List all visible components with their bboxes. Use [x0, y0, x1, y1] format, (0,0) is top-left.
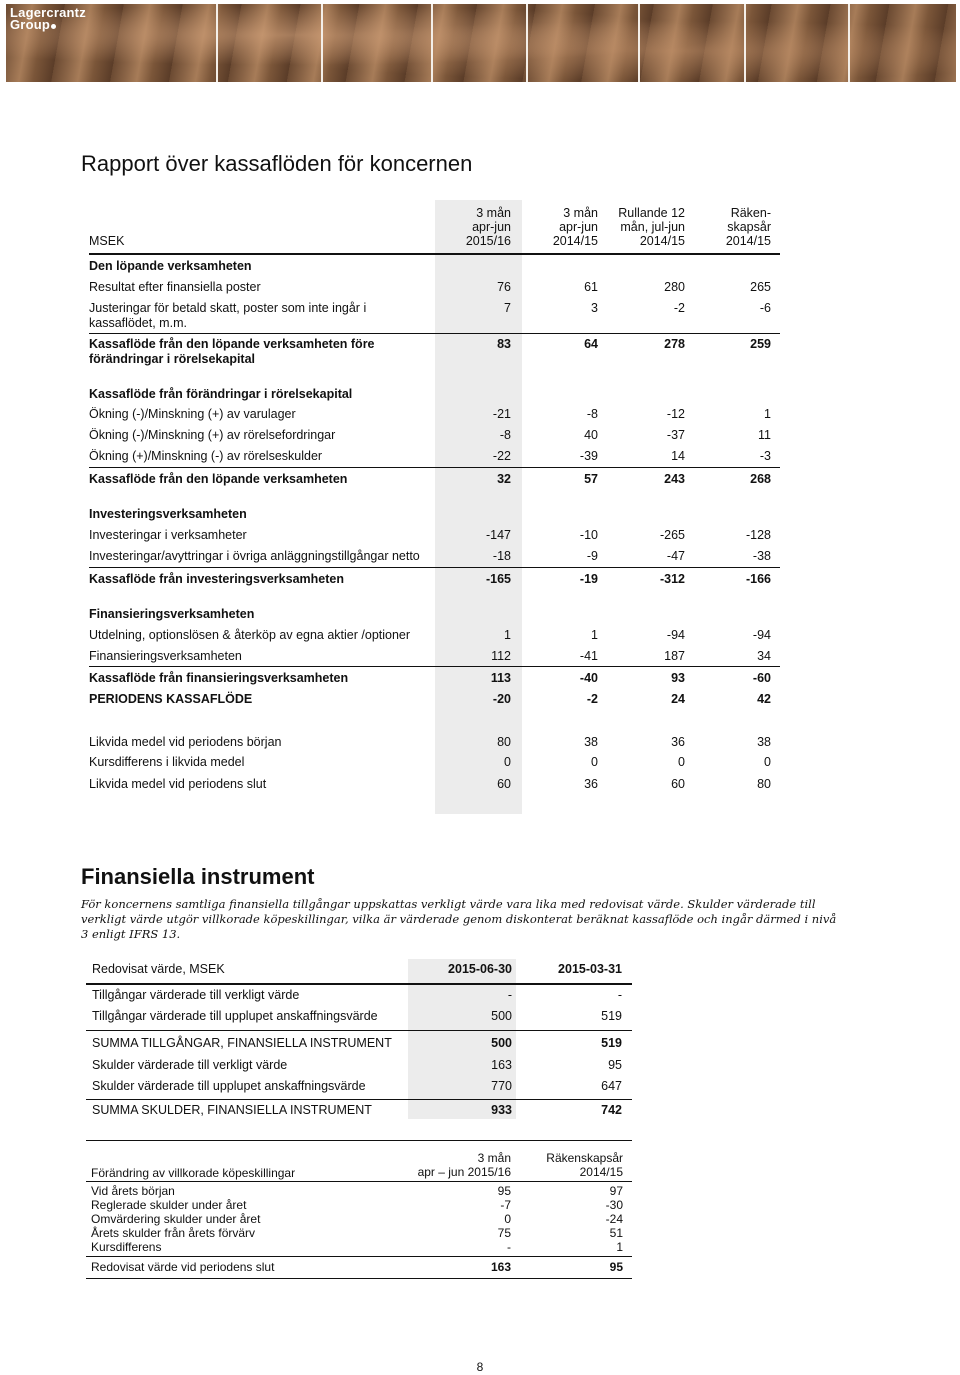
row-rule	[89, 467, 780, 468]
row-rule	[89, 567, 780, 568]
cell: -	[507, 1240, 511, 1254]
table-row-label: SUMMA TILLGÅNGAR, FINANSIELLA INSTRUMENT	[92, 1036, 392, 1050]
cell: -7	[500, 1198, 511, 1212]
table-row-label: Tillgångar värderade till upplupet anskaffningsvärde	[92, 1009, 378, 1023]
cell: 163	[490, 1260, 511, 1274]
cell: 519	[601, 1009, 622, 1023]
bottom-rule	[86, 1278, 632, 1279]
cell: 742	[601, 1103, 622, 1117]
cell: 933	[491, 1103, 512, 1117]
cell: 51	[609, 1226, 623, 1240]
row-rule	[86, 1030, 632, 1031]
cell: 97	[609, 1184, 623, 1198]
cell: 647	[601, 1079, 622, 1093]
table-row-label: Skulder värderade till upplupet anskaffningsvärde	[92, 1079, 366, 1093]
table-row-label: Redovisat värde vid periodens slut	[91, 1260, 275, 1274]
logo-dot-icon	[51, 24, 56, 29]
row-rule	[86, 1099, 632, 1100]
header-rule	[89, 253, 780, 255]
cell: 500	[491, 1009, 512, 1023]
table-row-label: Omvärdering skulder under året	[91, 1212, 261, 1226]
cell: 519	[601, 1036, 622, 1050]
table-row-label: Reglerade skulder under året	[91, 1198, 247, 1212]
cell: 95	[608, 1058, 622, 1072]
cell: -	[507, 988, 512, 1002]
cell: 95	[609, 1260, 623, 1274]
cell: 163	[491, 1058, 512, 1072]
header-rule	[86, 1181, 632, 1182]
cashflow-table: MSEK 3 mån apr-jun 2015/16 3 mån apr-jun 2014/15 Rullande 12 mån, jul-jun 2014/15 Räken- skapsår 2014/15 Den löpande verksamheten Resultat efter finansiella poster 76 61 280 265 Justeringar för betald skatt, poster som inte ingår i kassaflödet, m.m. 7 3 -2 -6 Kassaflöde från den löpande verksamheten före förändringar i rörelsekapital 83 64 278 259 Kassaflöde från förändringar i rörelsekapital Ökning (-)/Minskning (+) av varulager -21 -8 -12 1 Ökning (-)/Minskning (+) av rörelsefordringar -8 40 -37 11 Ökning (+)/Minskning (-) av rörelseskulder -22 -39 14 -3 Kassaflöde från den löpande verksamheten 32 57 243 268 Investeringsverksamheten Investeringar i verksamheter -147 -10 -265 -128 Investeringar/avyttringar i övriga anläggningstillgångar netto -18 -9 -47 -38 Kassaflöde från investeringsverksamheten -165 -19 -312 -166 Finansieringsverksamheten Utdelning, optionslösen & återköp av egna aktier /optioner 1 1 -94 -94 Finansieringsverksamheten 112 -41 187 34 Kassaflöde från finansieringsverksamheten 113 -40 93 -60 PERIODENS KASSAFLÖDE -20 -2 24 42 Likvida medel vid periodens början 80 38 36 38 Kursdifferens i likvida medel 0 0 0 0 Likvida medel vid periodens slut 60 36 60 80	[89, 0, 780, 820]
col-header: 2015-03-31	[558, 962, 622, 976]
table-header-label: Förändring av villkorade köpeskillingar	[91, 1166, 296, 1180]
cell: 95	[497, 1184, 511, 1198]
header-rule	[86, 983, 632, 985]
col-header: Räkenskapsår 2014/15	[546, 1151, 623, 1179]
table-row-label: Kursdifferens	[91, 1240, 162, 1254]
cashflow-title: Rapport över kassaflöden för koncernen	[81, 151, 473, 176]
table-row-label: Skulder värderade till verkligt värde	[92, 1058, 288, 1072]
top-rule	[86, 1140, 632, 1141]
company-logo	[10, 7, 86, 31]
col-header: Räken- skapsår 2014/15	[725, 206, 771, 248]
logo-line2: Group	[10, 17, 50, 32]
instruments-description: För koncernens samtliga finansiella tillgångar uppskattas verkligt värde vara lika med redovisat värde. Skulder värderade till verkligt värde utgör villkorade köpeskillingar, vilka är värderade genom diskonterat beräknat kassaflöde och ingår därmed i nivå 3 enligt IFRS 13.	[81, 897, 837, 941]
logo-line1: Lagercrantz	[10, 5, 86, 20]
cell: 75	[497, 1226, 511, 1240]
table-row-label: Vid årets början	[91, 1184, 175, 1198]
col-header: 2015-06-30	[448, 962, 512, 976]
cell: 500	[491, 1036, 512, 1050]
cell: -	[617, 988, 622, 1002]
page-number: 8	[476, 1360, 484, 1374]
col-header: 3 mån apr-jun 2014/15	[552, 206, 598, 248]
cell: -24	[605, 1212, 623, 1226]
table-header	[89, 206, 780, 250]
instruments-title: Finansiella instrument	[81, 864, 315, 889]
row-rule	[89, 666, 780, 667]
cell: 770	[491, 1079, 512, 1093]
row-rule	[89, 333, 780, 334]
unit-label: MSEK	[89, 234, 125, 248]
table-row-label: SUMMA SKULDER, FINANSIELLA INSTRUMENT	[92, 1103, 372, 1117]
cell: -30	[605, 1198, 623, 1212]
row-rule	[86, 1256, 632, 1257]
banner-divider	[848, 4, 850, 82]
col-header: Rullande 12 mån, jul-jun 2014/15	[618, 206, 685, 248]
table-row-label: Tillgångar värderade till verkligt värde	[92, 988, 300, 1002]
cell: 0	[504, 1212, 511, 1226]
col-header: 3 mån apr – jun 2015/16	[417, 1151, 511, 1179]
table-row-label: Årets skulder från årets förvärv	[91, 1226, 256, 1240]
table-header-label: Redovisat värde, MSEK	[92, 962, 225, 976]
cell: 1	[616, 1240, 623, 1254]
col-header: 3 mån apr-jun 2015/16	[465, 206, 511, 248]
